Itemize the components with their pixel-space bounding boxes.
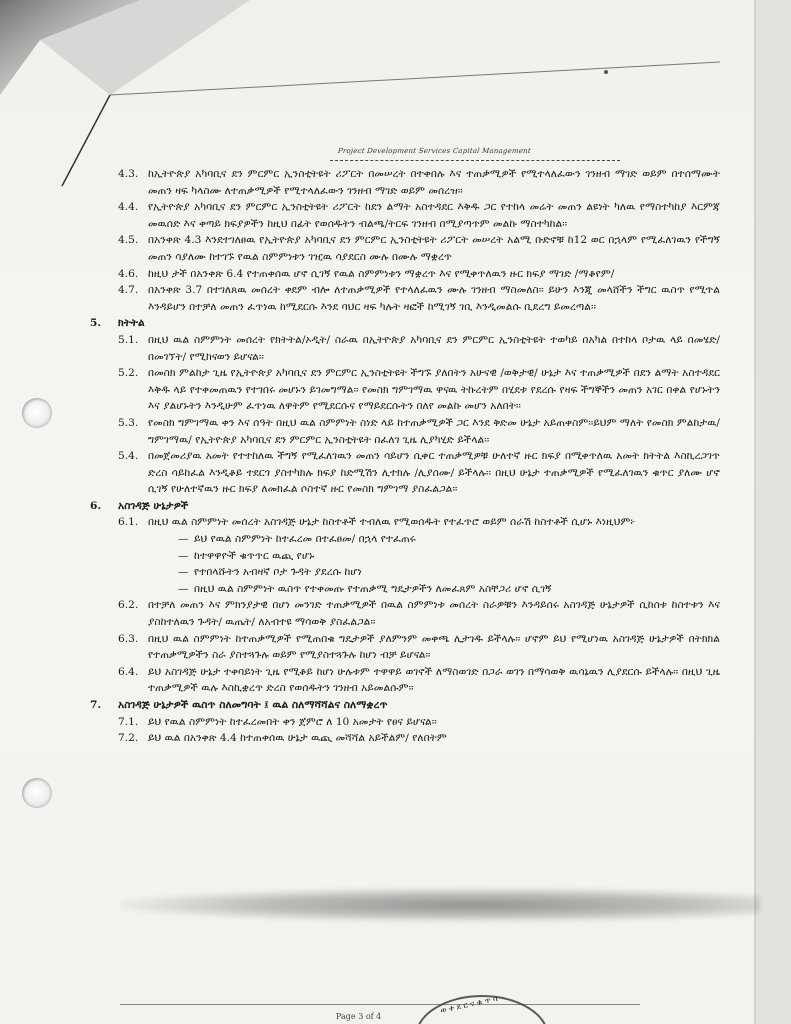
clause-text: በዚህ ዉል ስምምነት መሰረት የክትትል/ኦዲት/ ስራዉ በኢትዮጵያ አካባቢና ደን ምርምር ኢንስቲትዩት ተወካይ በአካል በተከላ ቦታዉ ላይ በመሄድ/በመገኘት/ የሚከናወን ይሆናል፡፡ — [148, 333, 720, 363]
clause-number: 5.4. — [118, 450, 139, 463]
clause-text: በተቻለ መጠን እና ምክንያታዊ በሆነ መንገድ ተጠቃሚዎች በዉል ስምምነቱ መሰረት ስራዎቹን እንዳይሰሩ አስገዳጅ ሁኔታዎች ሲከሰቱ ከስተቱን እና ያስከተለዉን ጉዳት/ ዉጤት/ ለአብተዩ ማሳወቅ ያስፈልጋል፡፡ — [148, 599, 720, 629]
header-rule — [330, 160, 620, 162]
section-title: አስገዳጅ ሁኔታዎች — [118, 499, 189, 512]
list-item — [178, 564, 720, 581]
section-number: 6. — [90, 499, 102, 512]
punch-hole-top — [22, 398, 52, 428]
clause-text: በዚህ ዉል ስምምነት ከተጠቃሚዎች የሚጠበቁ ግዴታዎች ያለምንም መቀጫ ሊታገዱ ይችላሉ፡፡ ሆኖም ይህ የሚሆነዉ አስገዳጅ ሁኔታዎች በትክክል የተጠቃሚዎችን ስራ ያስተጓጉሉ ወይም የሚያስተጓጉሉ ከሆነ ብቻ ይሆናል፡፡ — [148, 632, 720, 662]
clause-number: 4.6. — [118, 267, 139, 280]
list-item — [178, 531, 720, 548]
clause-4-5 — [118, 232, 720, 265]
clause-text: ይህ የዉል ስምምነት ከተፈረመበት ቀን ጀምሮ ለ 10 አመታት የፀና ይሆናል፡፡ — [148, 715, 437, 728]
clause-text: በመስክ ምልከታ ጊዜ የኢትዮጵያ አካባቢና ደን ምርምር ኢንስቲትዩት ችግኙ ያለበትን አሁናዊ /ወቅታዊ/ ሁኔታ እና ተጠቃሚዎች በደን ልማት አስተዳደር እቅዱ ላይ የተቀመጠዉን የተገበሩ መሆኑን ይገመግማል፡፡ የመስክ ግምገማዉ ዋናዉ ትኩረትም በሂደቱ የደረሱ የዛፍ ችግኞችን መጠን አገር በቀል የሆኑትን እና ያልሆኑትን እንዲሁም ፈጥነዉ ለዋትም የሚደርሱና የማይደርሱትን በለየ መልኩ መሆን አለበት፡፡ — [148, 367, 720, 413]
list-item-text: ይህ የዉል ስምምነት ከተፈረመ በተፈፀመ/ በኋላ የተፈጠሩ — [194, 533, 416, 546]
clause-number: 4.4. — [118, 201, 139, 214]
clause-5-4 — [118, 448, 720, 498]
section-5-heading — [90, 315, 720, 332]
clause-text: የኢትዮጵያ አካባቢና ደን ምርምር ኢንስቲትዩት ሪፖርት ከደን ልማት አስተዳደር እቅዱ ጋር የተከላ መሬት መጠን ልዩነት ካለዉ የማስተካከያ እርምጃ መዉሰድ እና ቀጣይ ክፍያዎችን ከዚህ በፊት የወሰዱትን ብልጫ/ትርፍ ገንዘብ በሚያጣጥም መልኩ ማስተካከል፡፡ — [148, 201, 720, 230]
clause-5-2 — [118, 365, 720, 415]
clause-number: 5.2. — [118, 367, 139, 380]
clause-4-3 — [118, 166, 720, 199]
clause-6-1 — [118, 514, 720, 531]
punch-hole-bottom — [22, 778, 52, 808]
clause-text: ይህ አስገዳጅ ሁኔታ ተቀባይነት ጊዜ የሚቆይ ከሆነ ሁሉቱም ተዋዋይ ወገኖች ለማስወገድ በጋራ ወገን በማሳወቅ ዉሳኔዉን ሊያደርሱ ይችላሉ፡፡ በዚህ ጊዜ ተጠቃሚዎች ዉሉ እስኪቋረጥ ድረስ የወሰዱትን ገንዘብ አይመልሱም፡፡ — [148, 665, 720, 695]
dash-bullet-icon: — — [178, 566, 189, 579]
list-item — [178, 581, 720, 598]
running-header: Project Development Services Capital Management — [337, 147, 532, 155]
toner-smear — [120, 888, 760, 922]
clause-number: 6.1. — [118, 516, 139, 529]
list-item-text: በዚህ ዉል ስምምነት ዉስጥ የተቀመጡ የተጠቃሚ ግዴታዎችን ለመፈጸም አስቸጋሪ ሆኖ ሲገኝ — [194, 582, 552, 595]
clause-4-4 — [118, 199, 720, 232]
list-item-text: ከተዋዋዮች ቁጥጥር ዉጪ የሆኑ — [194, 549, 315, 562]
clause-6-4 — [118, 664, 720, 697]
clause-number: 5.1. — [118, 333, 139, 346]
list-item — [178, 548, 720, 565]
clause-4-7 — [118, 282, 720, 315]
dash-bullet-icon: — — [178, 533, 189, 546]
clause-6-2 — [118, 597, 720, 630]
clause-number: 4.3. — [118, 168, 139, 180]
section-title: አስገዳጅ ሁኔታዎች ዉስጥ ስለመግባት ፤ ዉል ስለማሻሻልና ስለማቋረጥ — [118, 699, 388, 711]
clause-number: 6.4. — [118, 665, 139, 678]
page-number: Page 3 of 4 — [336, 1012, 382, 1021]
document-body — [90, 166, 720, 747]
scan-speck — [604, 70, 608, 74]
section-number: 7. — [90, 699, 102, 711]
clause-number: 5.3. — [118, 416, 139, 429]
clause-text: ይህ ዉል በአንቀጽ 4.4 ከተጠቀሰዉ ሁኔታ ዉጪ መሻሻል አይችልም/ የለበትም — [148, 732, 447, 745]
clause-7-2 — [118, 730, 720, 747]
dash-bullet-icon: — — [178, 582, 189, 595]
section-number: 5. — [90, 317, 102, 330]
clause-text: ከዚህ ታች በአንቀጽ 6.4 የተጠቀሰዉ ሆኖ ሲገኝ የዉል ስምምነቱን ማቋረጥ እና የሚቀጥለዉን ዙር ክፍያ ማገድ /ማቆየም/ — [148, 267, 615, 280]
section-title: ክትትል — [118, 317, 145, 330]
clause-number: 4.5. — [118, 234, 139, 247]
clause-number: 7.2. — [118, 732, 139, 745]
clause-number: 6.2. — [118, 599, 139, 612]
clause-5-1 — [118, 332, 720, 365]
clause-number: 4.7. — [118, 284, 139, 297]
section-7-heading — [90, 697, 720, 714]
clause-5-3 — [118, 415, 720, 448]
clause-number: 6.3. — [118, 632, 139, 645]
clause-6-3 — [118, 631, 720, 664]
clause-7-1 — [118, 714, 720, 731]
stamp-text: ወ ቀ ደ ር ና ቁ ጥ ባ — [439, 994, 499, 1015]
clause-text: የመስክ ግምገማዉ ቀን እና ሰዓት በዚህ ዉል ስምምነት ስነድ ላይ ከተጠቃሚዎች ጋር እንደ ቅድመ ሁኔታ አይጠቀስም፡፡ይህም ማለት የመስክ ምልከታዉ/ ግምገማዉ/ የኢትዮጵያ አካባቢና ደን ምርምር ኢንስቲትዩት በፈለገ ጊዜ ሊያካሂድ ይችላል፡፡ — [148, 416, 720, 446]
dash-bullet-icon: — — [178, 549, 189, 562]
footer-rule — [120, 1004, 640, 1005]
clause-text: በአንቀጽ 4.3 እንደተገለፀዉ የኢትዮጵያ አካባቢና ደን ምርምር ኢንስቲትዩት ሪፖርት መሠረት አልሚ ቡድኖቹ ከ12 ወር በኋላም የሚፈለገዉን የችግኝ መጠን ሳያለሙ ከተገኙ የዉል ስምምነቱን ገዢዉ ሳያደርስ ሙሉ በሙሉ ማቋረጥ — [148, 234, 720, 263]
list-item-text: የተበላሹትን አብዛኛ ቦታ ጉዳት ያደረሱ ከሆነ — [194, 566, 362, 579]
clause-text: በዚህ ዉል ስምምነት መሰረት አስገዳጅ ሁኔታ ከስተቶች ተብለዉ የሚወሰዱት የተፈጥሮ ወይም ሰራሽ ከስተቶች ሲሆኑ እነዚህም፦ — [148, 516, 636, 529]
clause-text: በመጀመሪያዉ አመት የተተከለዉ ችግኝ የሚፈለገዉን መጠን ሳይሆን ሲቀር ተጠቃሚዎቹ ሁለተኛ ዙር ክፍያ በሚቀጥለዉ አመት ክትትል እስኪረጋገጥ ድረስ ሳይከፈል እንዲቆይ ተደርጎ ያስተካክሉ ክፍያ ከድሚሽን ሊተክሉ /ሊያሰሙ/ ይችላሉ፡፡ በዚህ ሁኔታ ተጠቃሚዎች የሚፈለገዉን ቁጥር ያለሙ ሆኖ ሲገኝ የሁለተኛዉን ዙር ክፍያ ለመክፈል ሶስተኛ ዙር የመስክ ግምገማ ያስፈልጋል፡፡ — [148, 450, 720, 496]
section-6-heading — [90, 498, 720, 515]
clause-number: 7.1. — [118, 715, 139, 728]
clause-4-6 — [118, 266, 720, 283]
clause-text: በአንቀጽ 3.7 በተገለጸዉ መሰረት ቀደም ብሎ ለተጠቃሚዎች የተላለፈዉን ሙሉ ገንዘብ ማስመለስ፡፡ ይሁን እንጂ መላሸችን ችግር ዉስጥ የሚጥል እንዳይሆን በተቻለ መጠን ፈጥነዉ ከሚደርሱ እንደ ባህር ዛፍ ካሉት ዛፎች ከሚገኝ ገቢ እንዲመልሱ ቢደረግ ይመረጣል፡፡ — [148, 284, 720, 313]
clause-text: ከኢትዮጵያ አካባቢና ደን ምርምር ኢንስቲትዩት ሪፖርት በመሠረት በተቀበሉ እና ተጠቃሚዎች የሚተላለፈውን ገንዘብ ማገድ ወይም በተሰማሙት መጠን ዛፍ ካላስሙ ለተጠቃሚዎች የሚተላለፈውን ገንዘብ ማገድ ወይም መሰረዝ፡፡ — [148, 168, 720, 197]
